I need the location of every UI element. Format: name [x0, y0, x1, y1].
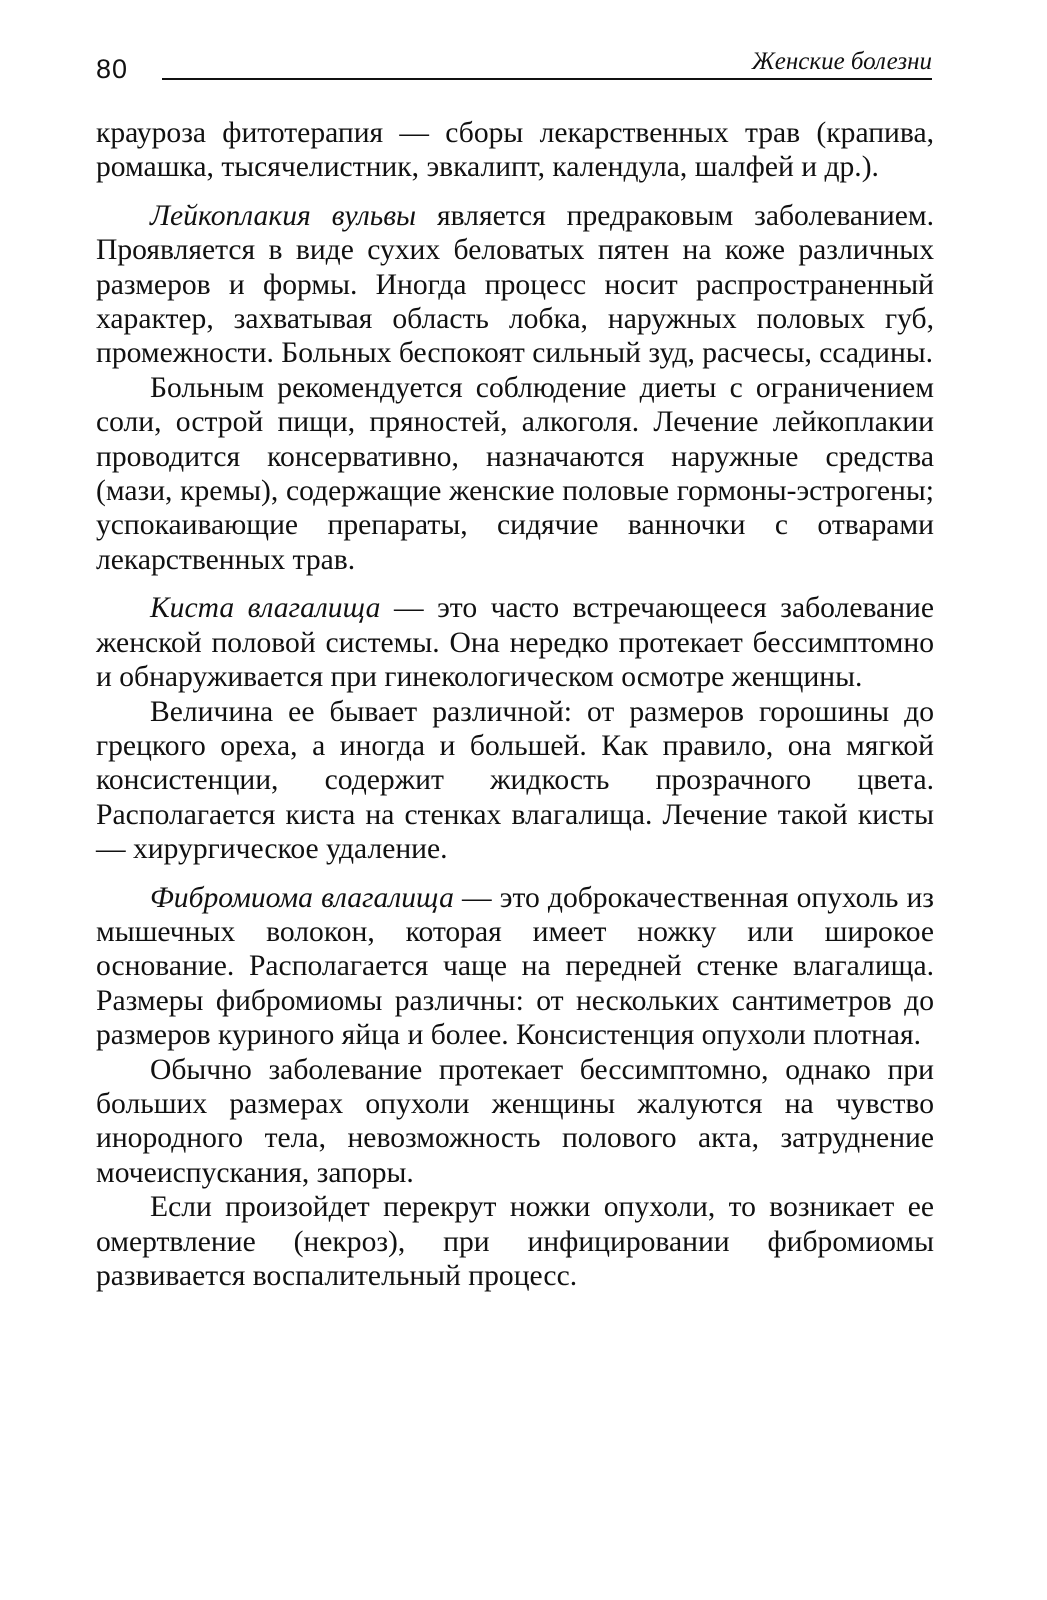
paragraph-text: краурозa фитотерапия — сборы лекарственных трав (крапива, ромашка, тысячелистник, эвкалипт, календула, шалфей и др.).: [96, 117, 934, 184]
paragraph-term: Киста влагалища: [150, 592, 381, 625]
paragraph-leukoplakia-treatment: [96, 371, 934, 577]
paragraph-text: Обычно заболевание протекает бессимптомно, однако при больших размерах опухоли женщины жалуются на чувство инородного тела, невозможность полового акта, затруднение мочеиспускания, запоры.: [96, 1053, 934, 1189]
paragraph-vaginal-cyst: [96, 591, 934, 694]
paragraph-text: является предраковым заболеванием. Проявляется в виде сухих беловатых пятен на коже различных размеров и формы. Иногда процесс носит распространенный характер, захватывая область лобка, наружных половых губ, промежности. Больных беспокоят сильный зуд, расчесы, ссадины.: [96, 199, 934, 370]
paragraph-fibromyoma: [96, 881, 934, 1053]
page-number: 80: [96, 54, 129, 84]
paragraph-leukoplakia: [96, 199, 934, 371]
paragraph-term: Фибромиома влагалища: [150, 881, 454, 914]
paragraph-fibromyoma-complication: [96, 1190, 934, 1293]
paragraph-text: Если произойдет перекрут ножки опухоли, то возникает ее омертвление (некроз), при инфицировании фибромиомы развивается воспалительный процесс.: [96, 1191, 934, 1292]
paragraph-text: Величина ее бывает различной: от размеров горошины до грецкого ореха, а иногда и большей. Как правило, она мягкой консистенции, содержит жидкость прозрачного цвета. Располагается киста на стенках влагалища. Лечение такой кисты — хирургическое удаление.: [96, 695, 934, 866]
running-title: Женские болезни: [740, 48, 932, 76]
header-rule: [162, 78, 932, 80]
paragraph-text: — это доброкачественная опухоль из мышечных волокон, которая имеет ножку или широкое основание. Располагается чаще на передней стенке влагалища. Размеры фибромиомы различны: от нескольких сантиметров до размеров куриного яйца и более. Консистенция опухоли плотная.: [96, 881, 934, 1052]
paragraph-cyst-size: [96, 695, 934, 867]
paragraph-term: Лейкоплакия вульвы: [150, 199, 417, 232]
paragraph-text: — это часто встречающееся заболевание женской половой системы. Она нередко протекает бессимптомно и обнаруживается при гинекологическом осмотре женщины.: [96, 592, 935, 694]
paragraph-kraurosis-treatment: [96, 116, 934, 185]
paragraph-fibromyoma-symptoms: [96, 1053, 934, 1191]
body-text: [96, 116, 934, 1293]
page-header: [96, 48, 932, 88]
paragraph-text: Больным рекомендуется соблюдение диеты с ограничением соли, острой пищи, пряностей, алкоголя. Лечение лейкоплакии проводится консервативно, назначаются наружные средства (мази, кремы), содержащие женские половые гормоны-эстрогены; успокаивающие препараты, сидячие ванночки с отварами лекарственных трав.: [96, 371, 934, 576]
